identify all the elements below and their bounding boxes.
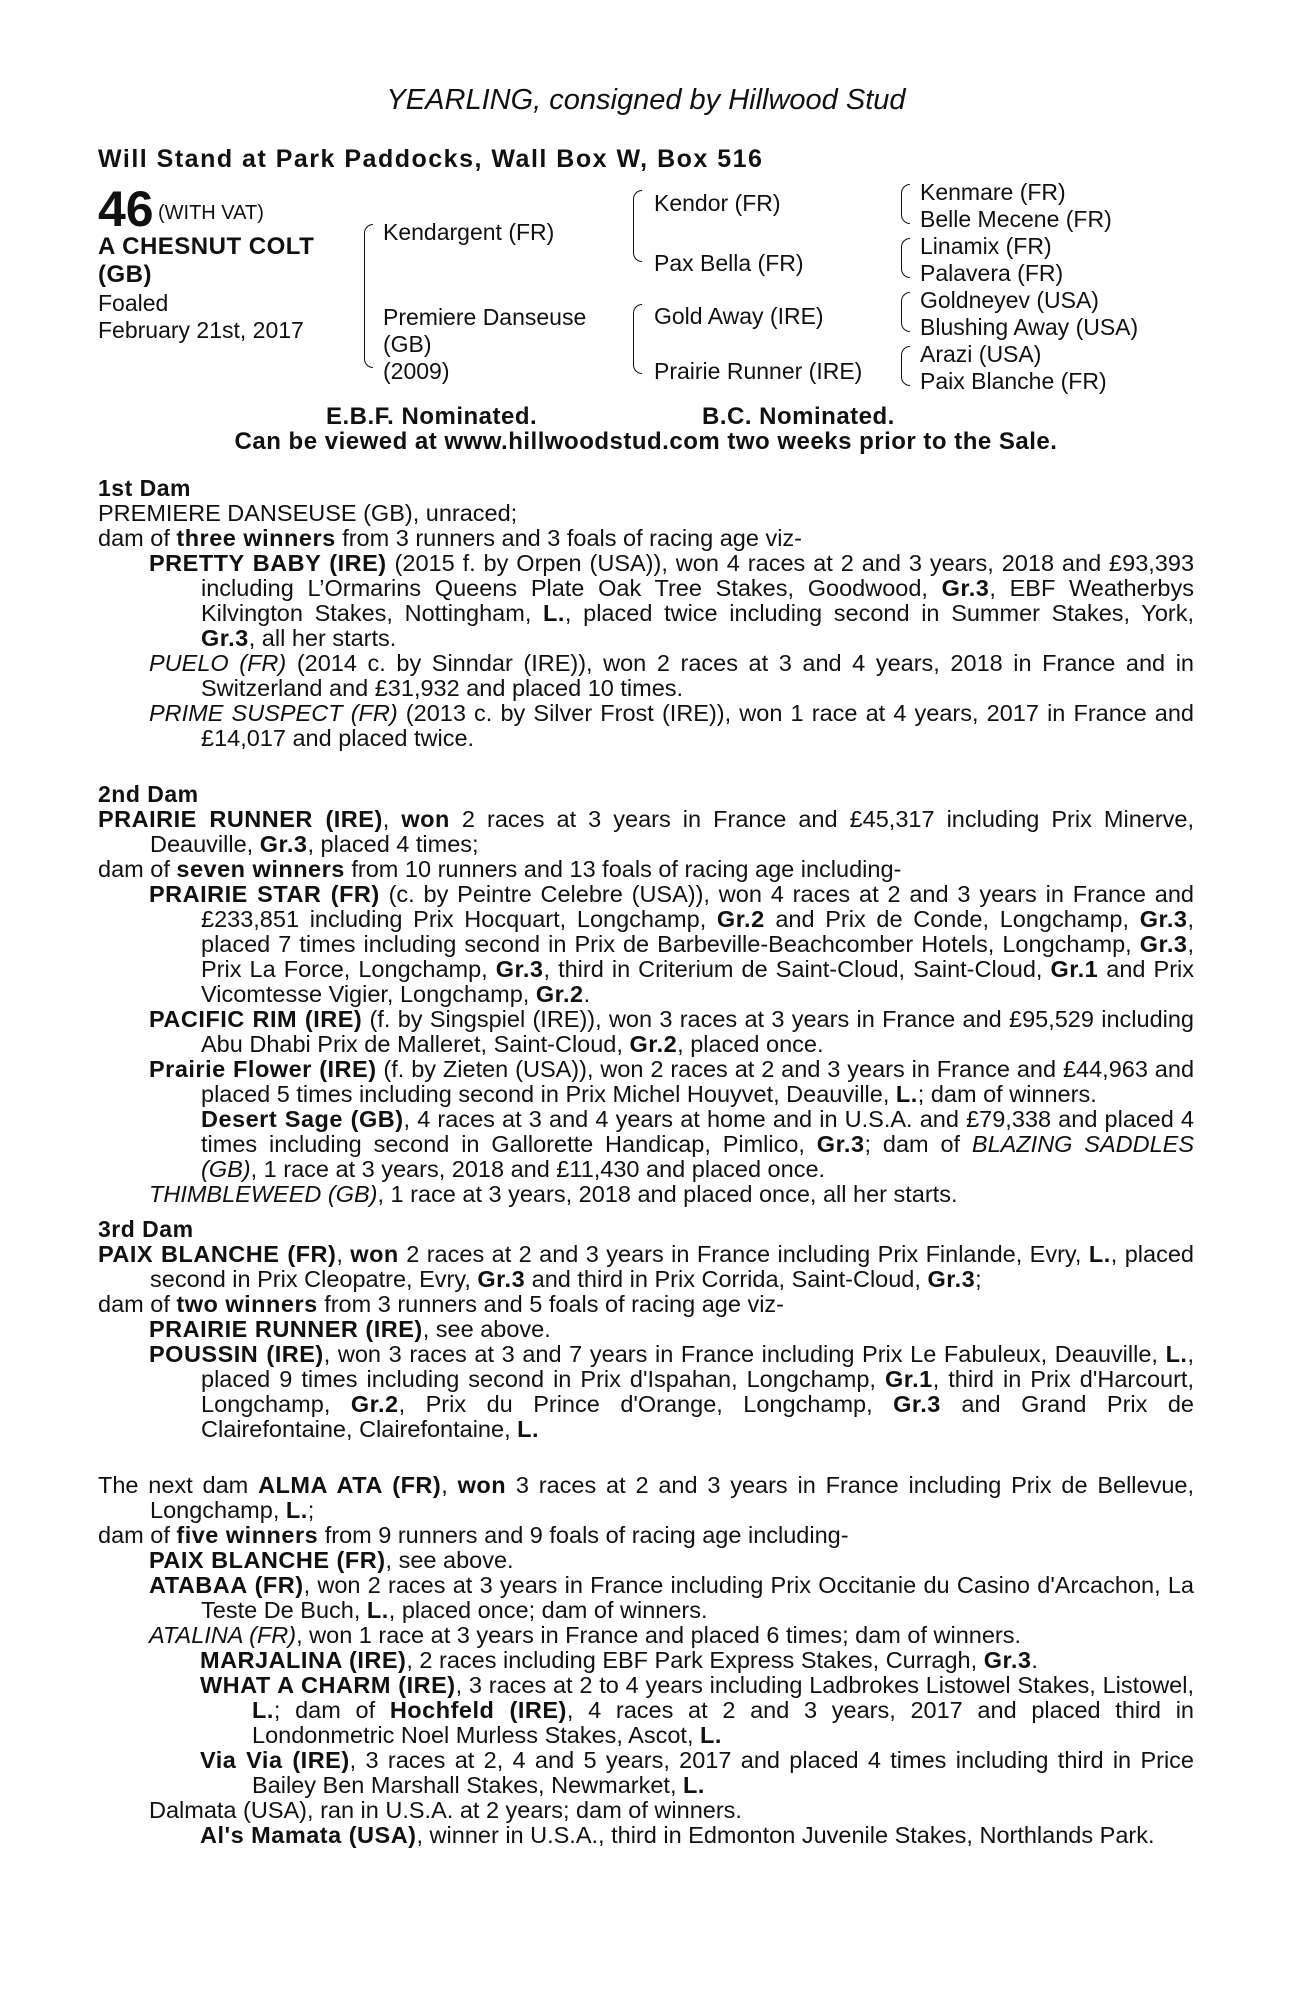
dam-entry: The next dam ALMA ATA (FR), won 3 races at 2 and 3 years in France including Prix de Bellevue, Longchamp, L.; — [98, 1472, 1194, 1523]
produce-entry: PRETTY BABY (IRE) (2015 f. by Orpen (USA)), won 4 races at 2 and 3 years, 2018 and £93,393 including L’Ormarins Queens Plate Oak Tree Stakes, Goodwood, Gr.3, EBF Weatherbys Kilvington Stakes, Nottingham, L., placed twice including second in Summer Stakes, York, Gr.3, all her starts. — [149, 550, 1195, 651]
pedigree-brace — [901, 184, 910, 224]
catalogue-body — [98, 476, 1194, 1848]
vat-label: (WITH VAT) — [158, 202, 264, 224]
produce-entry: POUSSIN (IRE), won 3 races at 3 and 7 years in France including Prix Le Fabuleux, Deauville, L., placed 9 times including second in Prix d'Ispahan, Longchamp, Gr.1, third in Prix d'Harcourt, Longchamp, Gr.2, Prix du Prince d'Orange, Longchamp, Gr.3 and Grand Prix de Clairefontaine, Clairefontaine, L. — [149, 1341, 1195, 1442]
third-gen-ancestor: Blushing Away (USA) — [920, 314, 1139, 340]
produce-summary: dam of seven winners from 10 runners and 13 foals of racing age including- — [98, 856, 902, 882]
third-gen-ancestor: Paix Blanche (FR) — [920, 368, 1107, 394]
produce-entry: ATABAA (FR), won 2 races at 3 years in France including Prix Occitanie du Casino d'Arcachon, La Teste De Buch, L., placed once; dam of winners. — [149, 1572, 1194, 1623]
lot-description — [98, 233, 314, 289]
produce-entry: PACIFIC RIM (IRE) (f. by Singspiel (IRE)), won 3 races at 3 years in France and £95,529 including Abu Dhabi Prix de Malleret, Saint-Cloud, Gr.2, placed once. — [149, 1006, 1195, 1057]
produce-entry: THIMBLEWEED (GB), 1 race at 3 years, 2018 and placed once, all her starts. — [149, 1181, 958, 1207]
dam-sire: Gold Away (IRE) — [654, 303, 824, 329]
produce-entry: Via Via (IRE), 3 races at 2, 4 and 5 years, 2017 and placed 4 times including third in Price Bailey Ben Marshall Stakes, Newmarket, L. — [200, 1747, 1194, 1798]
produce-summary: dam of three winners from 3 runners and 3 foals of racing age viz- — [98, 525, 802, 551]
bc-nomination: B.C. Nominated. — [702, 403, 895, 430]
third-gen-ancestor: Palavera (FR) — [920, 260, 1064, 286]
page-title: YEARLING, consigned by Hillwood Stud — [386, 84, 906, 116]
stabling-location: Will Stand at Park Paddocks, Wall Box W, Box 516 — [98, 145, 764, 173]
ebf-nomination: E.B.F. Nominated. — [326, 403, 538, 430]
produce-entry: Dalmata (USA), ran in U.S.A. at 2 years; dam of winners. — [149, 1797, 742, 1823]
third-gen-ancestor: Goldneyev (USA) — [920, 287, 1099, 313]
section-heading: 3rd Dam — [98, 1216, 194, 1242]
third-gen-ancestor: Linamix (FR) — [920, 233, 1052, 259]
sire: Kendargent (FR) — [383, 219, 555, 245]
pedigree-brace — [364, 224, 373, 368]
produce-summary: dam of two winners from 3 runners and 5 foals of racing age viz- — [98, 1291, 784, 1317]
produce-entry: WHAT A CHARM (IRE), 3 races at 2 to 4 years including Ladbrokes Listowel Stakes, Listowel, L.; dam of Hochfeld (IRE), 4 races at 2 and 3 years, 2017 and placed third in Londonmetric Noel Murless Stakes, Ascot, L. — [200, 1672, 1195, 1748]
produce-entry: PAIX BLANCHE (FR), see above. — [149, 1547, 514, 1573]
section-heading: 2nd Dam — [98, 781, 199, 807]
dam-dam: Prairie Runner (IRE) — [654, 358, 863, 384]
produce-entry: Al's Mamata (USA), winner in U.S.A., third in Edmonton Juvenile Stakes, Northlands Park. — [200, 1822, 1155, 1848]
third-gen-ancestor: Belle Mecene (FR) — [920, 206, 1112, 232]
third-gen-ancestor: Arazi (USA) — [920, 341, 1042, 367]
pedigree-brace — [901, 346, 910, 386]
pedigree-brace — [901, 292, 910, 332]
produce-entry: ATALINA (FR), won 1 race at 3 years in France and placed 6 times; dam of winners. — [149, 1622, 1022, 1648]
produce-summary: dam of five winners from 9 runners and 9 foals of racing age including- — [98, 1522, 849, 1548]
produce-entry: PUELO (FR) (2014 c. by Sinndar (IRE)), won 2 races at 3 and 4 years, 2018 in France and in Switzerland and £31,932 and placed 10 times. — [149, 650, 1194, 701]
foaled-info — [98, 290, 304, 344]
foaled-date: February 21st, 2017 — [98, 317, 304, 343]
sire-sire: Kendor (FR) — [654, 190, 781, 216]
pedigree-brace — [901, 238, 910, 278]
produce-entry: PRAIRIE RUNNER (IRE), see above. — [149, 1316, 551, 1342]
dam-entry: PREMIERE DANSEUSE (GB), unraced; — [98, 500, 518, 526]
dam: Premiere Danseuse (GB) (2009) — [383, 304, 587, 384]
produce-entry: PRAIRIE STAR (FR) (c. by Peintre Celebre (USA)), won 4 races at 2 and 3 years in France and £233,851 including Prix Hocquart, Longchamp, Gr.2 and Prix de Conde, Longchamp, Gr.3, placed 7 times including second in Prix de Barbeville-Beachcomber Hotels, Longchamp, Gr.3, Prix La Force, Longchamp, Gr.3, third in Criterium de Saint-Cloud, Saint-Cloud, Gr.1 and Prix Vicomtesse Vigier, Longchamp, Gr.2. — [149, 881, 1194, 1007]
produce-entry: PRIME SUSPECT (FR) (2013 c. by Silver Frost (IRE)), won 1 race at 4 years, 2017 in France and £14,017 and placed twice. — [149, 700, 1194, 751]
third-gen-ancestor: Kenmare (FR) — [920, 179, 1066, 205]
foaled-label: Foaled — [98, 290, 169, 316]
pedigree-brace — [633, 304, 642, 374]
section-heading: 1st Dam — [98, 475, 191, 501]
pedigree-brace — [633, 190, 642, 262]
dam-entry: PRAIRIE RUNNER (IRE), won 2 races at 3 years in France and £45,317 including Prix Minerve, Deauville, Gr.3, placed 4 times; — [98, 806, 1195, 857]
produce-entry: Prairie Flower (IRE) (f. by Zieten (USA)), won 2 races at 2 and 3 years in France and £44,963 and placed 5 times including second in Prix Michel Houyvet, Deauville, L.; dam of winners. — [149, 1056, 1195, 1107]
produce-entry: Desert Sage (GB), 4 races at 3 and 4 years at home and in U.S.A. and £79,338 and placed 4 times including second in Gallorette Handicap, Pimlico, Gr.3; dam of BLAZING SADDLES (GB), 1 race at 3 years, 2018 and £11,430 and placed once. — [201, 1106, 1194, 1182]
sire-dam: Pax Bella (FR) — [654, 250, 804, 276]
lot-number: 46 — [98, 181, 154, 237]
viewing-notice: Can be viewed at www.hillwoodstud.com two weeks prior to the Sale. — [234, 428, 1058, 455]
lot-description-line2: (GB) — [98, 261, 152, 288]
lot-description-line1: A CHESNUT COLT — [98, 233, 315, 260]
produce-entry: MARJALINA (IRE), 2 races including EBF Park Express Stakes, Curragh, Gr.3. — [200, 1647, 1038, 1673]
dam-entry: PAIX BLANCHE (FR), won 2 races at 2 and 3 years in France including Prix Finlande, Evry, L., placed second in Prix Cleopatre, Evry, Gr.3 and third in Prix Corrida, Saint-Cloud, Gr.3; — [98, 1241, 1194, 1292]
